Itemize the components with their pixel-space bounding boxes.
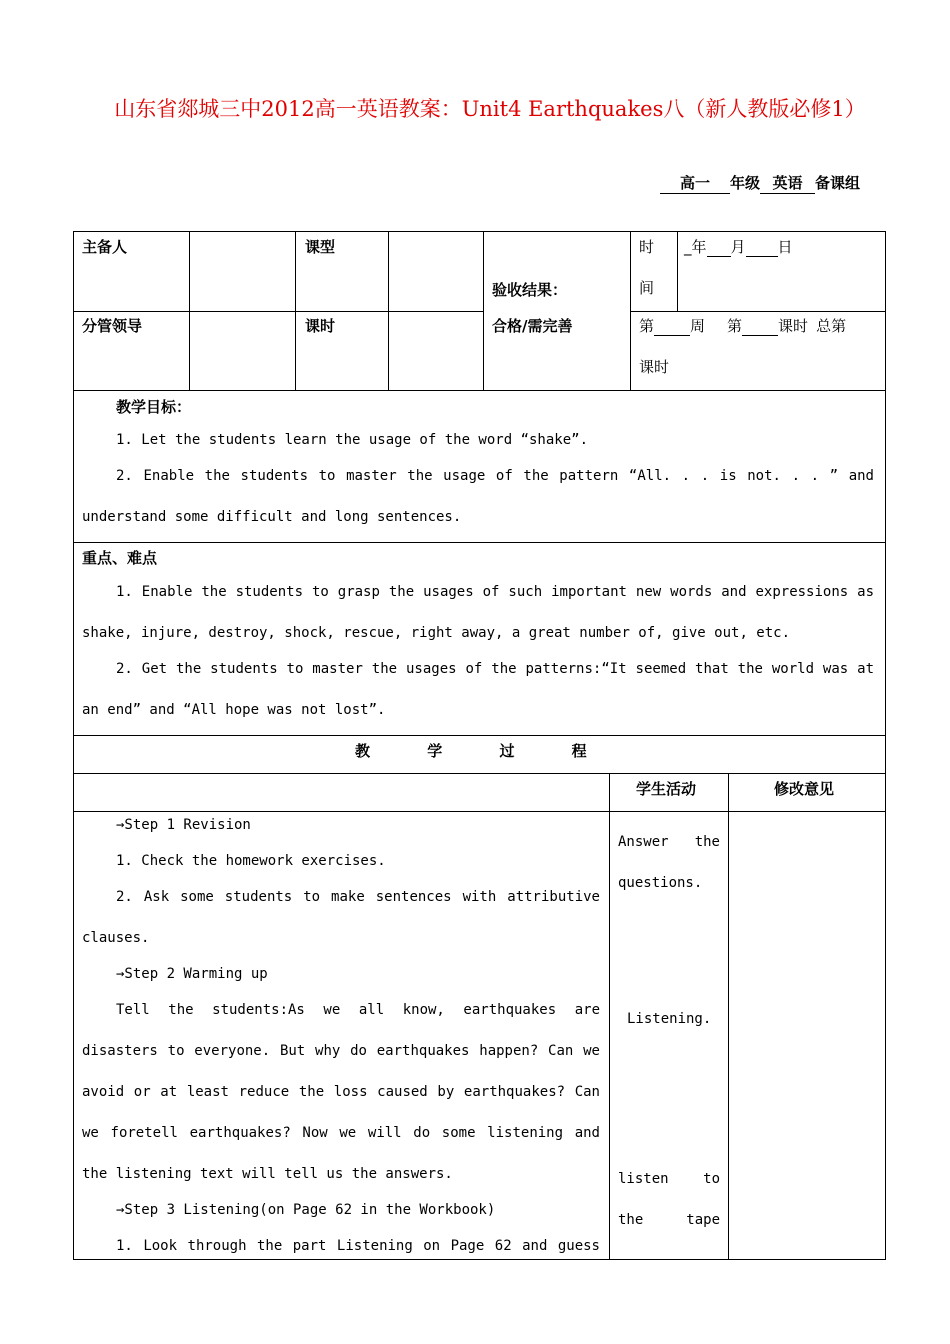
document-title: 山东省郯城三中2012高一英语教案：Unit4 Earthquakes八（新人教版必修1） <box>114 97 866 121</box>
rule <box>630 231 631 390</box>
date-fill <box>684 236 793 257</box>
key-point-2-line-2: an end” and “All hope was not lost”. <box>82 702 386 718</box>
rule <box>189 231 190 390</box>
rule <box>677 231 678 311</box>
step-3-title: →Step 3 Listening(on Page 62 in the Workbook) <box>116 1202 496 1218</box>
supervisor-label: 分管领导 <box>82 317 143 335</box>
total-label: 总第 <box>816 317 847 335</box>
rule <box>483 231 484 390</box>
time-label-1: 时 <box>639 238 655 256</box>
year-label: 年 <box>691 238 707 256</box>
day-blank <box>746 238 778 257</box>
group-label: 备课组 <box>814 174 860 192</box>
rule <box>388 231 389 390</box>
rule <box>73 542 886 543</box>
rule <box>73 311 483 312</box>
key-point-1-line-1: 1. Enable the students to grasp the usages of such important new words and expressions as <box>116 584 874 600</box>
check-options: 合格/需完善 <box>492 317 573 335</box>
step-1-title: →Step 1 Revision <box>116 817 251 833</box>
grade-subject-line <box>660 172 860 194</box>
rule <box>295 231 296 390</box>
subject-value: 英语 <box>760 172 815 194</box>
step-1-item-1: 1. Check the homework exercises. <box>116 853 386 869</box>
grade-value: 高一 <box>660 172 730 194</box>
keshi-label: 课时 <box>778 317 809 335</box>
date-prefix: _ <box>684 238 692 256</box>
process-heading: 教 学 过 程 <box>355 742 587 760</box>
revision-notes-header: 修改意见 <box>774 780 835 798</box>
key-point-1-line-2: shake, injure, destroy, shock, rescue, right away, a great number of, give out, etc. <box>82 625 791 641</box>
student-activity-header: 学生活动 <box>636 780 697 798</box>
step-1-item-2-line-2: clauses. <box>82 930 150 946</box>
activity-listen-line-1: listen to <box>618 1171 720 1187</box>
objective-item-2-line-2: understand some difficult and long sentences. <box>82 509 462 525</box>
step-2-text-line-1: Tell the students:As we all know, earthquakes are <box>116 1002 600 1018</box>
period-label: 课时 <box>305 317 336 335</box>
lesson-type-label: 课型 <box>305 238 336 256</box>
week-line <box>639 315 846 336</box>
rule <box>73 390 886 391</box>
key-points-heading: 重点、难点 <box>82 549 158 567</box>
rule <box>609 773 610 1260</box>
total-keshi-label: 课时 <box>639 358 670 376</box>
step-1-item-2-line-1: 2. Ask some students to make sentences with attributive <box>116 889 600 905</box>
activity-listening: Listening. <box>627 1011 712 1027</box>
step-3-item-1: 1. Look through the part Listening on Page 62 and guess <box>116 1238 600 1254</box>
rule <box>728 773 729 1260</box>
keshi-blank <box>742 317 778 336</box>
di-1: 第 <box>639 317 655 335</box>
step-2-text-line-4: we foretell earthquakes? Now we will do some listening and <box>82 1125 600 1141</box>
time-label-2: 间 <box>639 279 655 297</box>
preparer-label: 主备人 <box>82 238 128 256</box>
week-blank <box>654 317 690 336</box>
objective-item-1: 1. Let the students learn the usage of the word “shake”. <box>116 432 589 448</box>
step-2-text-line-3: avoid or at least reduce the loss caused by earthquakes? Can <box>82 1084 600 1100</box>
grade-label: 年级 <box>729 174 760 192</box>
month-label: 月 <box>730 238 746 256</box>
di-2: 第 <box>727 317 743 335</box>
rule <box>73 773 886 774</box>
zhou-label: 周 <box>690 317 706 335</box>
key-point-2-line-1: 2. Get the students to master the usages of the patterns:“It seemed that the world was at <box>116 661 874 677</box>
day-label: 日 <box>777 238 793 256</box>
objective-item-2-line-1: 2. Enable the students to master the usage of the pattern “All. . . is not. . . ” and <box>116 468 874 484</box>
activity-listen-line-2: the tape <box>618 1212 720 1228</box>
step-2-text-line-5: the listening text will tell us the answers. <box>82 1166 453 1182</box>
check-result-label: 验收结果： <box>492 281 568 299</box>
activity-answer-line-2: questions. <box>618 875 703 891</box>
step-2-text-line-2: disasters to everyone. But why do earthquakes happen? Can we <box>82 1043 600 1059</box>
month-blank <box>707 238 731 257</box>
step-2-title: →Step 2 Warming up <box>116 966 268 982</box>
rule <box>73 811 886 812</box>
activity-answer-line-1: Answer the <box>618 834 720 850</box>
objectives-heading: 教学目标： <box>116 398 192 416</box>
rule <box>73 735 886 736</box>
rule <box>630 311 886 312</box>
